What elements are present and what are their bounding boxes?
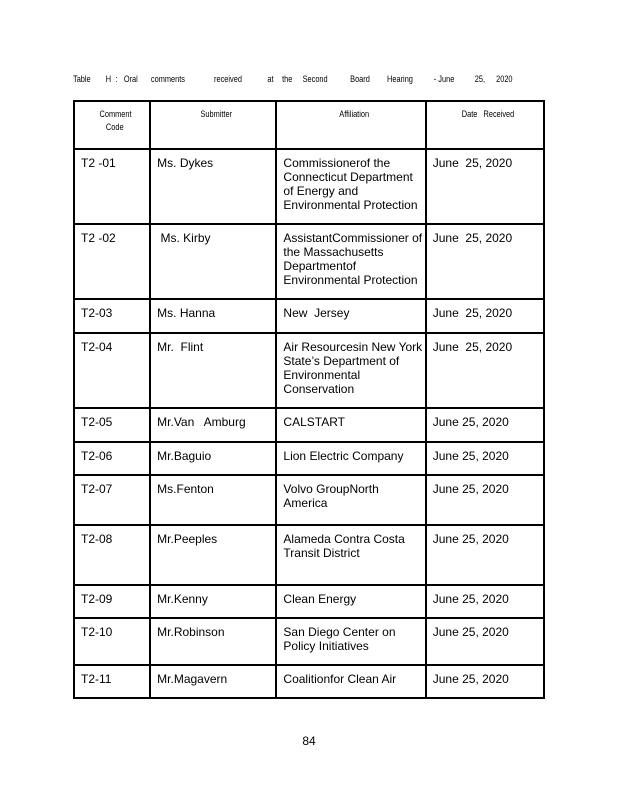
caption-letter: H [105,74,112,84]
header-date-text: Date Received [461,109,515,119]
cell-date: June 25, 2020 [426,442,544,475]
caption-word: the [282,74,293,84]
table-row [74,299,544,333]
cell-submitter: Ms. Dykes [150,149,276,224]
table-row [74,618,544,665]
cell-code: T2 -01 [74,149,150,224]
table-caption [73,74,513,88]
caption-date-year: 2020 [496,74,513,84]
caption-word: at [267,74,274,84]
cell-code: T2-10 [74,618,150,665]
caption-colon: : [115,74,118,84]
table-row [74,475,544,525]
cell-code: T2-05 [74,408,150,442]
cell-affiliation: Air Resourcesin New York State’s Department of Environmental Conservation [276,333,425,408]
cell-affiliation: Lion Electric Company [276,442,425,475]
cell-date: June 25, 2020 [426,333,544,408]
cell-submitter: Mr. Flint [150,333,276,408]
cell-date: June 25, 2020 [426,475,544,525]
cell-code: T2-03 [74,299,150,333]
cell-submitter: Ms. Hanna [150,299,276,333]
table-row [74,665,544,698]
cell-submitter: Mr.Kenny [150,585,276,618]
cell-code: T2-09 [74,585,150,618]
cell-code: T2 -02 [74,224,150,299]
header-date-received [426,101,544,149]
header-code-line2: Code [106,122,124,132]
header-affiliation [276,101,425,149]
cell-submitter: Mr.Baguio [150,442,276,475]
cell-affiliation: Coalitionfor Clean Air [276,665,425,698]
cell-submitter: Ms. Kirby [150,224,276,299]
caption-word: received [214,74,242,84]
table-row [74,525,544,585]
cell-date: June 25, 2020 [426,525,544,585]
cell-affiliation: Volvo GroupNorth America [276,475,425,525]
oral-comments-table [73,100,545,699]
cell-affiliation: San Diego Center on Policy Initiatives [276,618,425,665]
cell-date: June 25, 2020 [426,408,544,442]
table-row [74,224,544,299]
cell-code: T2-06 [74,442,150,475]
cell-affiliation: New Jersey [276,299,425,333]
table-row [74,408,544,442]
caption-label: Table [73,74,91,84]
cell-affiliation: Clean Energy [276,585,425,618]
table-row [74,585,544,618]
caption-word: Second [302,74,328,84]
cell-affiliation: CALSTART [276,408,425,442]
header-submitter [150,101,276,149]
cell-date: June 25, 2020 [426,665,544,698]
caption-word: Board [350,74,370,84]
page-number: 84 [302,734,316,748]
cell-submitter: Mr.Van Amburg [150,408,276,442]
cell-affiliation: Commissionerof the Connecticut Department of Energy and Environmental Protection [276,149,425,224]
caption-word: Oral [123,74,138,84]
cell-date: June 25, 2020 [426,149,544,224]
cell-code: T2-04 [74,333,150,408]
header-code-line1: Comment [99,109,132,119]
cell-date: June 25, 2020 [426,585,544,618]
header-affiliation-text: Affiliation [339,109,369,119]
caption-date-prefix: - June [433,74,455,84]
cell-date: June 25, 2020 [426,299,544,333]
cell-code: T2-08 [74,525,150,585]
table-row [74,149,544,224]
cell-affiliation: Alameda Contra Costa Transit District [276,525,425,585]
table-header-row [74,101,544,149]
cell-submitter: Ms.Fenton [150,475,276,525]
cell-code: T2-11 [74,665,150,698]
cell-date: June 25, 2020 [426,224,544,299]
caption-word: Hearing [387,74,413,84]
table-row [74,333,544,408]
cell-date: June 25, 2020 [426,618,544,665]
header-comment-code [74,101,150,149]
header-submitter-text: Submitter [200,109,233,119]
cell-code: T2-07 [74,475,150,525]
cell-submitter: Mr.Robinson [150,618,276,665]
cell-submitter: Mr.Magavern [150,665,276,698]
cell-submitter: Mr.Peeples [150,525,276,585]
cell-affiliation: AssistantCommissioner of the Massachusetts Departmentof Environmental Protection [276,224,425,299]
caption-date-day: 25, [474,74,486,84]
table-row [74,442,544,475]
caption-word: comments [150,74,185,84]
